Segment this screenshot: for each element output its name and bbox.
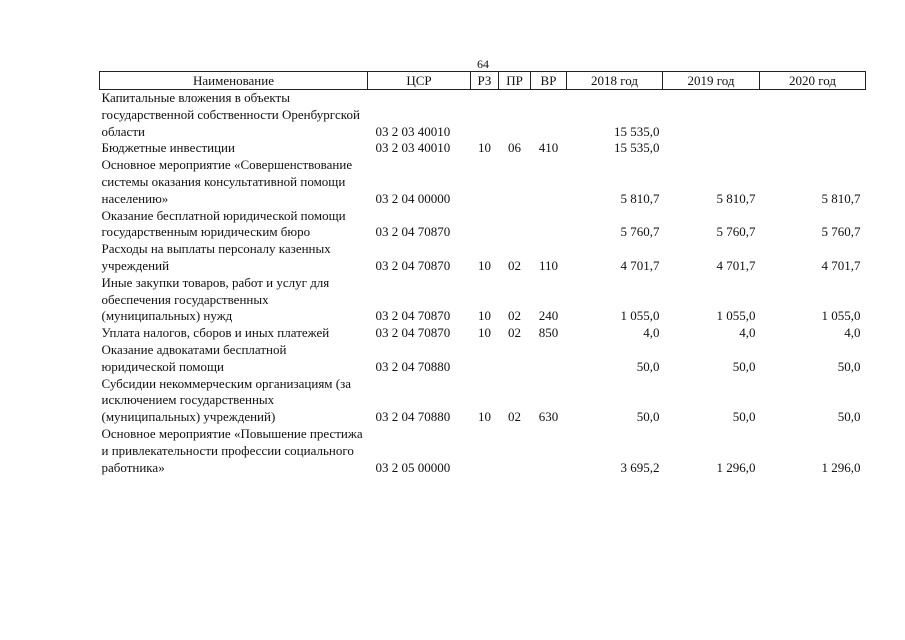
row-2018: 15 535,0 <box>614 140 660 156</box>
row-vr: 240 <box>538 308 559 324</box>
row-2020: 4,0 <box>844 325 861 341</box>
table-header-row <box>100 72 866 90</box>
row-2019: 1 055,0 <box>716 308 756 324</box>
row-name: Субсидии некоммерческим организациям (за исключением государственных (муниципальных) учреждений) <box>101 375 352 425</box>
header-rz: РЗ <box>471 72 499 90</box>
table-row <box>100 342 866 376</box>
row-2019: 4,0 <box>739 325 756 341</box>
row-pr <box>499 90 531 141</box>
table-row <box>100 208 866 242</box>
row-csr: 03 2 04 00000 <box>375 190 451 206</box>
row-vr: 110 <box>538 257 559 273</box>
row-csr: 03 2 03 40010 <box>375 123 451 139</box>
row-2019: 5 810,7 <box>716 190 756 206</box>
header-2019: 2019 год <box>663 72 760 90</box>
row-vr <box>531 157 567 207</box>
table-row <box>100 140 866 157</box>
row-rz <box>471 342 499 376</box>
row-pr: 02 <box>508 325 521 341</box>
header-name: Наименование <box>100 72 368 90</box>
row-2018: 5 760,7 <box>620 224 660 240</box>
row-name: Капитальные вложения в объекты государственной собственности Оренбургской области <box>101 90 360 139</box>
row-pr <box>499 208 531 242</box>
header-2020: 2020 год <box>760 72 866 90</box>
row-rz: 10 <box>478 257 491 273</box>
row-csr: 03 2 04 70870 <box>375 325 451 341</box>
row-2018: 1 055,0 <box>620 308 660 324</box>
row-pr: 02 <box>508 308 521 324</box>
row-2020: 50,0 <box>837 358 861 374</box>
header-pr: ПР <box>499 72 531 90</box>
row-2019: 50,0 <box>732 358 756 374</box>
row-name: Оказание бесплатной юридической помощи государственным юридическим бюро <box>101 207 346 240</box>
row-csr: 03 2 04 70870 <box>375 308 451 324</box>
row-vr <box>531 90 567 141</box>
row-name: Основное мероприятие «Совершенствование системы оказания консультативной помощи населению» <box>101 157 353 206</box>
row-csr: 03 2 04 70870 <box>375 257 451 273</box>
row-2019 <box>663 90 760 141</box>
row-rz: 10 <box>478 140 491 156</box>
row-2020: 50,0 <box>837 409 861 425</box>
row-name: Иные закупки товаров, работ и услуг для обеспечения государственных (муниципальных) нужд <box>101 274 330 324</box>
row-vr: 410 <box>538 140 559 156</box>
row-2019: 50,0 <box>732 409 756 425</box>
table-row <box>100 157 866 207</box>
row-rz: 10 <box>478 409 491 425</box>
row-pr: 06 <box>508 140 521 156</box>
row-2018: 15 535,0 <box>614 123 660 139</box>
row-csr: 03 2 04 70880 <box>375 358 451 374</box>
row-2018: 3 695,2 <box>620 459 660 475</box>
row-csr: 03 2 04 70880 <box>375 409 451 425</box>
row-rz: 10 <box>478 325 491 341</box>
row-csr: 03 2 03 40010 <box>375 140 451 156</box>
row-pr <box>499 342 531 376</box>
row-rz <box>471 157 499 207</box>
row-2018: 5 810,7 <box>620 190 660 206</box>
row-rz: 10 <box>478 308 491 324</box>
row-2018: 50,0 <box>636 409 660 425</box>
row-2020: 1 055,0 <box>821 308 861 324</box>
table-row <box>100 90 866 141</box>
row-name: Бюджетные инвестиции <box>101 140 235 156</box>
row-rz <box>471 426 499 476</box>
row-csr: 03 2 05 00000 <box>375 459 451 475</box>
row-2019 <box>663 140 760 157</box>
row-pr: 02 <box>508 409 521 425</box>
table-row <box>100 376 866 426</box>
row-2018: 4 701,7 <box>620 257 660 273</box>
table-row <box>100 275 866 325</box>
row-2019: 5 760,7 <box>716 224 756 240</box>
budget-table <box>99 71 866 476</box>
row-vr <box>531 426 567 476</box>
row-name: Основное мероприятие «Повышение престижа и привлекательности профессии социального работника» <box>101 425 363 475</box>
row-2020 <box>760 140 866 157</box>
row-pr <box>499 157 531 207</box>
row-rz <box>471 208 499 242</box>
row-name: Оказание адвокатами бесплатной юридической помощи <box>101 341 287 374</box>
row-2018: 4,0 <box>643 325 660 341</box>
row-2019: 1 296,0 <box>716 459 756 475</box>
row-name: Расходы на выплаты персоналу казенных учреждений <box>101 241 331 273</box>
row-name: Уплата налогов, сборов и иных платежей <box>101 325 330 341</box>
table-row <box>100 426 866 476</box>
header-2018: 2018 год <box>567 72 663 90</box>
row-2020 <box>760 90 866 141</box>
row-vr: 630 <box>538 409 559 425</box>
page-number: 64 <box>477 57 489 71</box>
row-pr <box>499 426 531 476</box>
row-vr: 850 <box>538 325 559 341</box>
row-2020: 5 760,7 <box>821 224 861 240</box>
row-2018: 50,0 <box>636 358 660 374</box>
row-rz <box>471 90 499 141</box>
row-2020: 5 810,7 <box>821 190 861 206</box>
table-row <box>100 241 866 275</box>
row-vr <box>531 208 567 242</box>
header-vr: ВР <box>531 72 567 90</box>
row-2019: 4 701,7 <box>716 257 756 273</box>
header-csr: ЦСР <box>368 72 471 90</box>
row-2020: 1 296,0 <box>821 459 861 475</box>
row-pr: 02 <box>508 257 521 273</box>
row-vr <box>531 342 567 376</box>
row-2020: 4 701,7 <box>821 257 861 273</box>
row-csr: 03 2 04 70870 <box>375 224 451 240</box>
table-row <box>100 325 866 342</box>
